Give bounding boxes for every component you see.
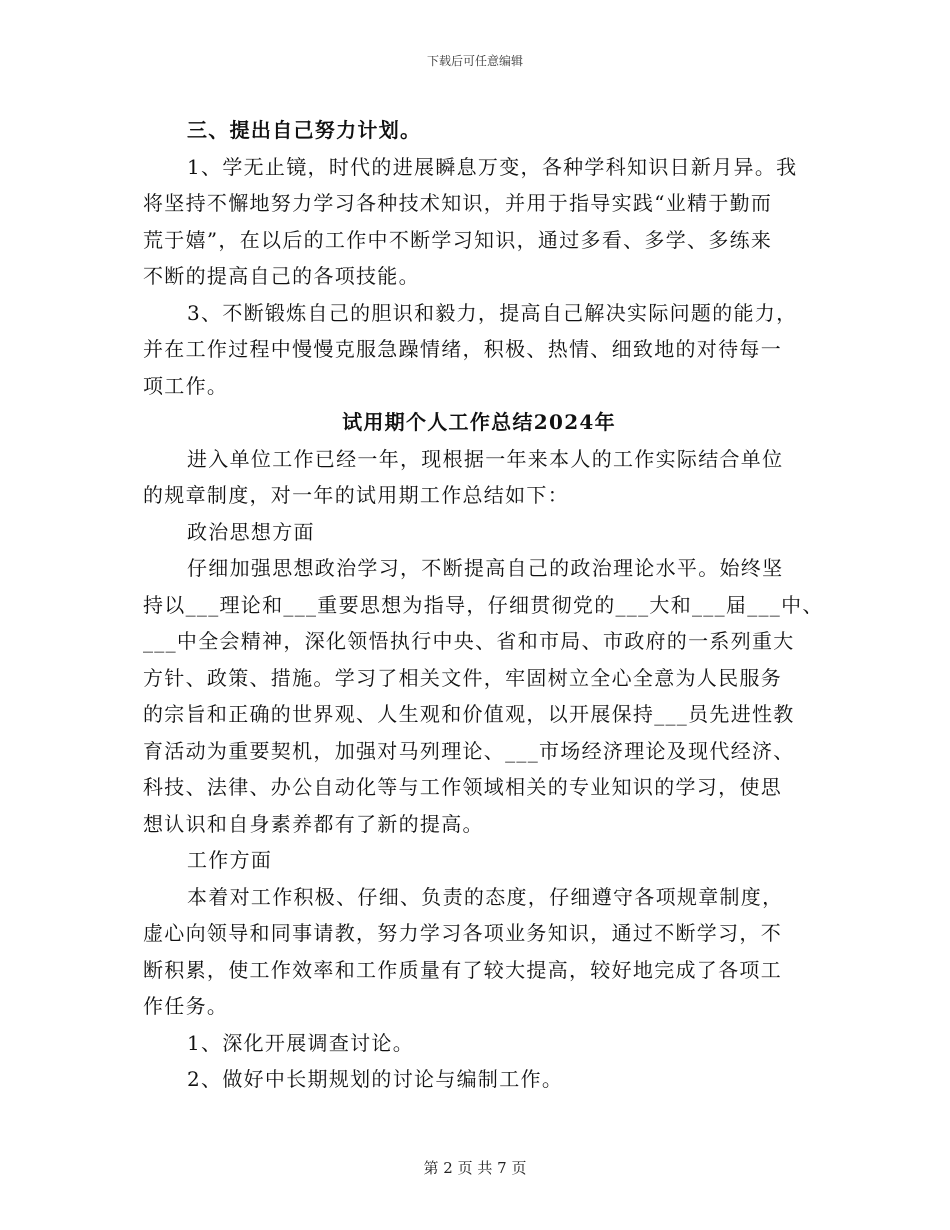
paragraph-line: 虚心向领导和同事请教，努力学习各项业务知识，通过不断学习，不 bbox=[143, 921, 782, 945]
paragraph-line: 的宗旨和正确的世界观、人生观和价值观，以开展保持___员先进性教 bbox=[143, 702, 795, 726]
paragraph-line: 持以___理论和___重要思想为指导，仔细贯彻党的___大和___届___中、 bbox=[143, 592, 824, 617]
list-item: 1、深化开展调查讨论。 bbox=[187, 1030, 415, 1055]
paragraph-line: 断积累，使工作效率和工作质量有了较大提高，较好地完成了各项工 bbox=[143, 957, 782, 982]
paragraph-line: 育活动为重要契机，加强对马列理论、___市场经济理论及现代经济、 bbox=[143, 738, 795, 763]
paragraph-line: 作任务。 bbox=[143, 994, 229, 1018]
list-item: 2、做好中长期规划的讨论与编制工作。 bbox=[187, 1067, 564, 1091]
page-footer: 第 2 页 共 7 页 bbox=[423, 1159, 527, 1177]
page-header: 下载后可任意编辑 bbox=[426, 54, 523, 68]
paragraph-line: 将坚持不懈地努力学习各种技术知识，并用于指导实践“业精于勤而 bbox=[143, 191, 773, 215]
paragraph-line: 项工作。 bbox=[143, 373, 229, 398]
paragraph-line: 科技、法律、办公自动化等与工作领域相关的专业知识的学习，使思 bbox=[143, 775, 782, 799]
paragraph-line: 本着对工作积极、仔细、负责的态度，仔细遵守各项规章制度， bbox=[187, 884, 784, 909]
paragraph-line: ___中全会精神，深化领悟执行中央、省和市局、市政府的一系列重大 bbox=[143, 629, 795, 653]
paragraph-line: 的规章制度，对一年的试用期工作总结如下： bbox=[143, 483, 569, 507]
paragraph-line: 并在工作过程中慢慢克服急躁情绪，积极、热情、细致地的对待每一 bbox=[143, 337, 782, 361]
document-title: 试用期个人工作总结2024年 bbox=[342, 410, 616, 434]
paragraph-line: 仔细加强思想政治学习，不断提高自己的政治理论水平。始终坚 bbox=[187, 556, 784, 580]
paragraph-line: 不断的提高自己的各项技能。 bbox=[143, 264, 420, 288]
paragraph-line: 进入单位工作已经一年，现根据一年来本人的工作实际结合单位 bbox=[187, 446, 784, 471]
subsection-heading: 政治思想方面 bbox=[187, 519, 315, 544]
document-body bbox=[143, 112, 824, 1098]
paragraph-line: 荒于嬉”，在以后的工作中不断学习知识，通过多看、多学、多练来 bbox=[143, 227, 773, 252]
section-heading: 三、提出自己努力计划。 bbox=[187, 118, 422, 142]
paragraph-line: 3、不断锻炼自己的胆识和毅力，提高自己解决实际问题的能力， bbox=[187, 300, 798, 325]
subsection-heading: 工作方面 bbox=[187, 848, 273, 872]
paragraph-line: 1、学无止镜，时代的进展瞬息万变，各种学科知识日新月异。我 bbox=[187, 154, 798, 179]
paragraph-line: 方针、政策、措施。学习了相关文件，牢固树立全心全意为人民服务 bbox=[143, 665, 782, 690]
paragraph-line: 想认识和自身素养都有了新的提高。 bbox=[143, 811, 484, 836]
